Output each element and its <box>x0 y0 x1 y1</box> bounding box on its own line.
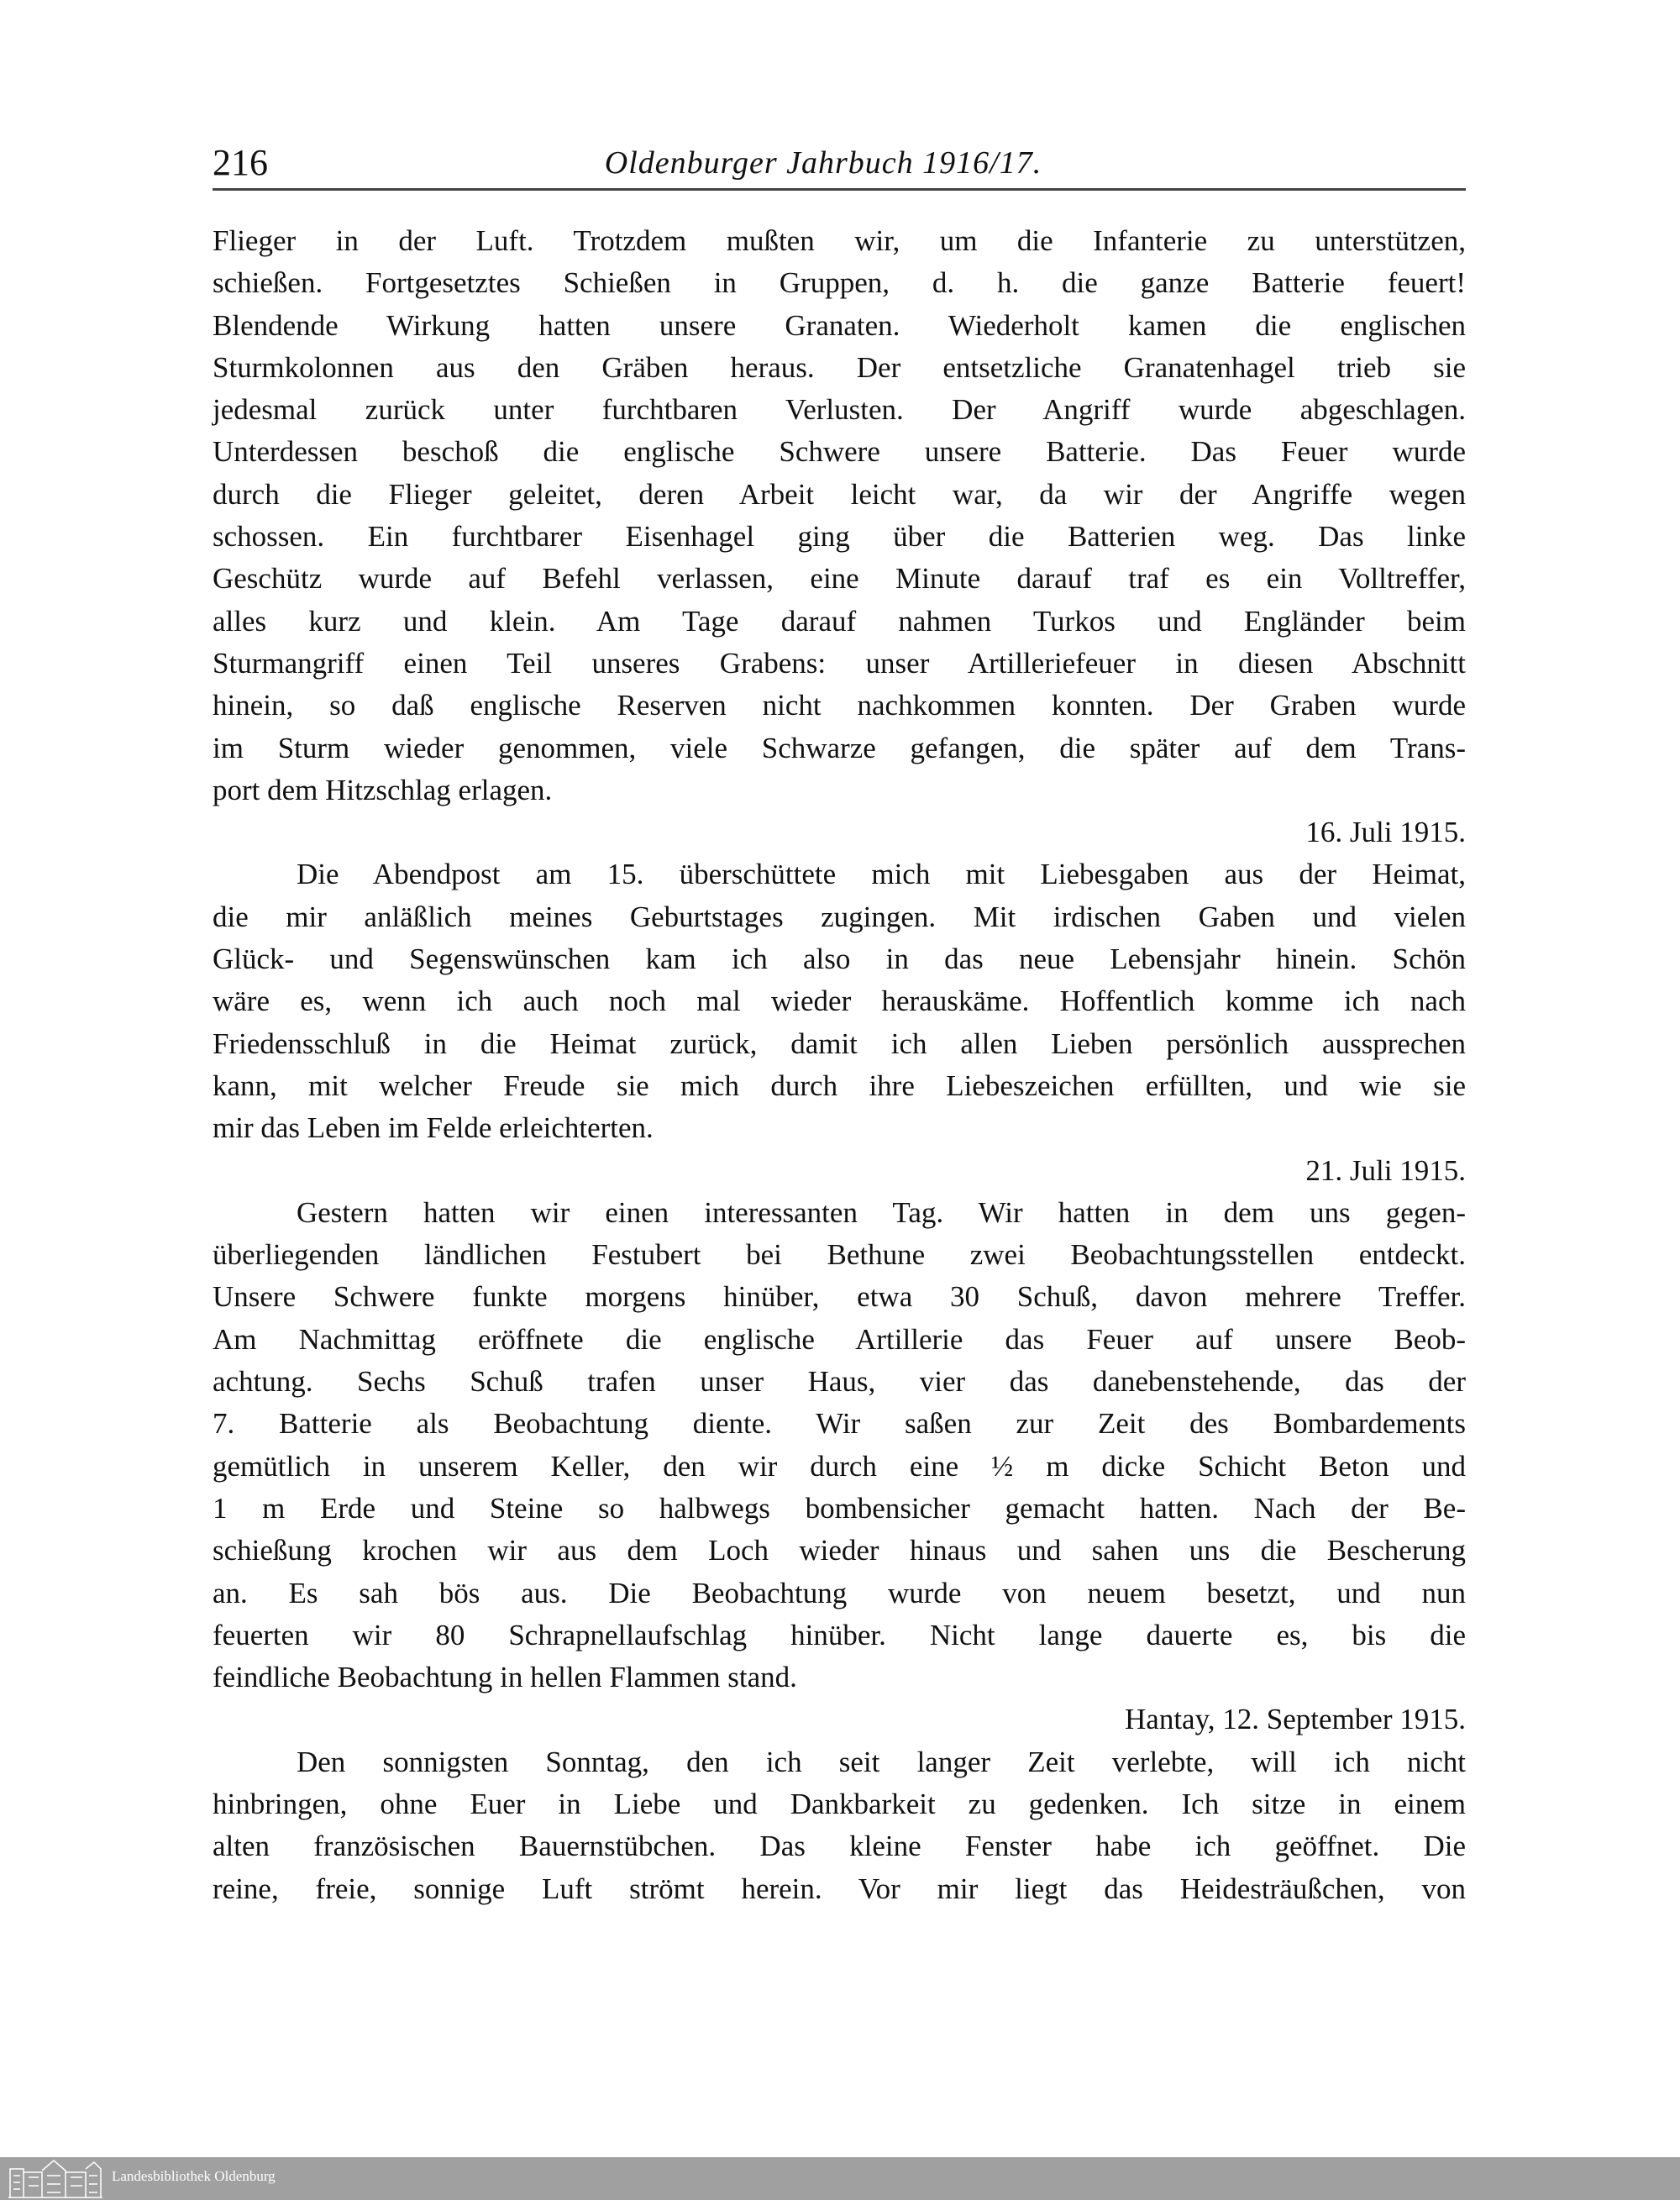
text-line: reine, freie, sonnige Luft strömt herein. Vor mir liegt das Heidesträußchen, von <box>213 1872 1466 1905</box>
text-line: Geschütz wurde auf Befehl verlassen, eine Minute darauf traf es ein Volltreffer, <box>213 562 1466 596</box>
library-name: Landesbibliothek Oldenburg <box>112 2168 276 2184</box>
text-line: die mir anläßlich meines Geburtstages zugingen. Mit irdischen Gaben und vielen <box>213 900 1466 933</box>
text-line: Friedensschluß in die Heimat zurück, damit ich allen Lieben persönlich aussprechen <box>213 1026 1466 1060</box>
text-line: Glück- und Segenswünschen kam ich also in das neue Lebensjahr hinein. Schön <box>213 942 1466 976</box>
text-line: schießung krochen wir aus dem Loch wieder hinaus und sahen uns die Bescherung <box>213 1534 1466 1567</box>
running-title: Oldenburger Jahrbuch 1916/17. <box>604 145 1042 181</box>
text-line: Am Nachmittag eröffnete die englische Artillerie das Feuer auf unsere Beob- <box>213 1322 1466 1356</box>
text-line: alten französischen Bauernstübchen. Das kleine Fenster habe ich geöffnet. Die <box>213 1830 1466 1863</box>
text-line: 7. Batterie als Beobachtung diente. Wir saßen zur Zeit des Bombardements <box>213 1407 1466 1441</box>
letter-date: Hantay, 12. September 1915. <box>1125 1703 1466 1736</box>
letter-date: 16. Juli 1915. <box>1305 816 1466 849</box>
text-line: jedesmal zurück unter furchtbaren Verlusten. Der Angriff wurde abgeschlagen. <box>213 393 1466 427</box>
text-line: feuerten wir 80 Schrapnellaufschlag hinüber. Nicht lange dauerte es, bis die <box>213 1618 1466 1651</box>
text-line: schossen. Ein furchtbarer Eisenhagel ging über die Batterien weg. Das linke <box>213 520 1466 554</box>
text-line: 1 m Erde und Steine so halbwegs bombensicher gemacht hatten. Nach der Be- <box>213 1491 1466 1525</box>
text-line: überliegenden ländlichen Festubert bei Bethune zwei Beobachtungsstellen entdeckt. <box>213 1238 1466 1272</box>
footer-bar <box>0 2157 1680 2200</box>
text-line: achtung. Sechs Schuß trafen unser Haus, vier das danebenstehende, das der <box>213 1365 1466 1399</box>
text-line: an. Es sah bös aus. Die Beobachtung wurde von neuem besetzt, und nun <box>213 1576 1466 1609</box>
text-line: Sturmangriff einen Teil unseres Grabens: unser Artilleriefeuer in diesen Abschnitt <box>213 646 1466 680</box>
text-line: schießen. Fortgesetztes Schießen in Gruppen, d. h. die ganze Batterie feuert! <box>213 266 1466 300</box>
text-line: Flieger in der Luft. Trotzdem mußten wir, um die Infanterie zu unterstützen, <box>213 224 1466 257</box>
text-line: Blendende Wirkung hatten unsere Granaten. Wiederholt kamen die englischen <box>213 308 1466 342</box>
library-building-icon <box>7 2159 104 2199</box>
text-line: mir das Leben im Felde erleichterten. <box>213 1111 654 1145</box>
text-line: Gestern hatten wir einen interessanten Tag. Wir hatten in dem uns gegen- <box>297 1195 1466 1229</box>
text-line: feindliche Beobachtung in hellen Flammen stand. <box>213 1661 797 1694</box>
header-rule <box>213 188 1466 191</box>
text-line: im Sturm wieder genommen, viele Schwarze gefangen, die später auf dem Trans- <box>213 731 1466 764</box>
text-line: Unsere Schwere funkte morgens hinüber, etwa 30 Schuß, davon mehrere Treffer. <box>213 1280 1466 1314</box>
page-number: 216 <box>213 142 268 183</box>
text-line: gemütlich in unserem Keller, den wir durch eine ½ m dicke Schicht Beton und <box>213 1449 1466 1483</box>
text-line: Unterdessen beschoß die englische Schwere unsere Batterie. Das Feuer wurde <box>213 435 1466 469</box>
text-line: hinein, so daß englische Reserven nicht nachkommen konnten. Der Graben wurde <box>213 689 1466 722</box>
text-line: port dem Hitzschlag erlagen. <box>213 773 553 806</box>
text-line: durch die Flieger geleitet, deren Arbeit leicht war, da wir der Angriffe wegen <box>213 477 1466 511</box>
text-line: alles kurz und klein. Am Tage darauf nahmen Turkos und Engländer beim <box>213 604 1466 638</box>
text-line: Die Abendpost am 15. überschüttete mich mit Liebesgaben aus der Heimat, <box>297 858 1466 891</box>
text-line: wäre es, wenn ich auch noch mal wieder herauskäme. Hoffentlich komme ich nach <box>213 984 1466 1018</box>
text-line: Sturmkolonnen aus den Gräben heraus. Der entsetzliche Granatenhagel trieb sie <box>213 350 1466 384</box>
letter-date: 21. Juli 1915. <box>1305 1153 1466 1187</box>
text-line: hinbringen, ohne Euer in Liebe und Dankbarkeit zu gedenken. Ich sitze in einem <box>213 1787 1466 1820</box>
text-line: kann, mit welcher Freude sie mich durch ihre Liebeszeichen erfüllten, und wie sie <box>213 1068 1466 1102</box>
body-text <box>213 220 1466 1910</box>
text-line: Den sonnigsten Sonntag, den ich seit langer Zeit verlebte, will ich nicht <box>297 1745 1466 1778</box>
